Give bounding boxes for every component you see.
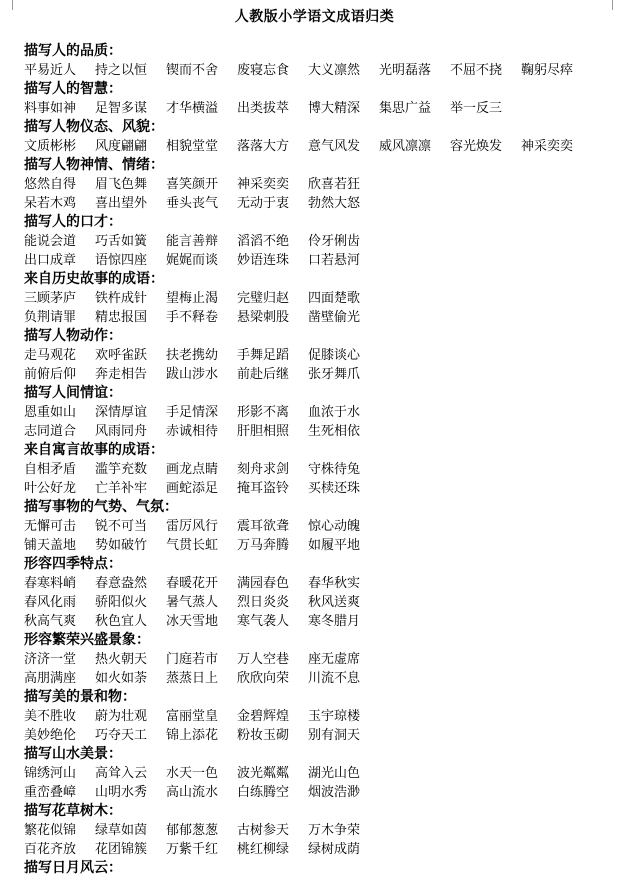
idiom: 烈日炎炎 [237, 595, 290, 610]
idiom: 白练腾空 [237, 785, 290, 800]
idiom: 喜出望外 [95, 196, 148, 211]
idiom: 画蛇添足 [166, 481, 219, 496]
idiom: 秋色宜人 [95, 614, 148, 629]
idiom: 凿壁偷光 [308, 310, 361, 325]
idiom: 繁花似锦 [24, 823, 77, 838]
section-heading: 描写日月风云： [24, 860, 122, 876]
idiom: 滥竽充数 [95, 462, 148, 477]
idiom-row [24, 707, 619, 726]
idiom-row [24, 536, 619, 555]
idiom: 呆若木鸡 [24, 196, 77, 211]
idiom: 金碧辉煌 [237, 709, 290, 724]
idiom: 前俯后仰 [24, 367, 77, 382]
idiom: 文质彬彬 [24, 139, 77, 154]
idiom: 走马观花 [24, 348, 77, 363]
idiom: 容光焕发 [450, 139, 503, 154]
idiom-row [24, 479, 619, 498]
idiom: 落落大方 [237, 139, 290, 154]
idiom: 生死相依 [308, 424, 361, 439]
idiom: 不屈不挠 [450, 63, 503, 78]
idiom: 锲而不舍 [166, 63, 219, 78]
idiom-row [24, 99, 619, 118]
idiom: 望梅止渴 [166, 291, 219, 306]
idiom: 买椟还珠 [308, 481, 361, 496]
idiom: 掩耳盗铃 [237, 481, 290, 496]
idiom: 春风化雨 [24, 595, 77, 610]
section-heading: 描写事物的气势、气氛： [24, 499, 178, 515]
idiom: 铺天盖地 [24, 538, 77, 553]
idiom-row [24, 650, 619, 669]
idiom: 无动于衷 [237, 196, 290, 211]
idiom: 巧夺天工 [95, 728, 148, 743]
idiom: 春寒料峭 [24, 576, 77, 591]
section-heading: 描写人物动作： [24, 328, 122, 344]
idiom: 手舞足蹈 [237, 348, 290, 363]
idiom: 语惊四座 [95, 253, 148, 268]
idiom: 叶公好龙 [24, 481, 77, 496]
idiom: 玉宇琼楼 [308, 709, 361, 724]
idiom-row [24, 194, 619, 213]
idiom: 口若悬河 [308, 253, 361, 268]
idiom: 深情厚谊 [95, 405, 148, 420]
idiom: 出口成章 [24, 253, 77, 268]
idiom: 才华横溢 [166, 101, 219, 116]
idiom: 风雨同舟 [95, 424, 148, 439]
idiom: 垂头丧气 [166, 196, 219, 211]
idiom-row [24, 840, 619, 859]
idiom: 意气风发 [308, 139, 361, 154]
idiom: 相貌堂堂 [166, 139, 219, 154]
idiom: 欢呼雀跃 [95, 348, 148, 363]
section-heading: 描写人的口才： [24, 214, 122, 230]
idiom-row [24, 232, 619, 251]
idiom-row [24, 612, 619, 631]
idiom: 奔走相告 [95, 367, 148, 382]
idiom: 势如破竹 [95, 538, 148, 553]
idiom-row [24, 669, 619, 688]
section-heading: 描写人物神情、情绪： [24, 157, 164, 173]
idiom: 刻舟求剑 [237, 462, 290, 477]
idiom: 锐不可当 [95, 519, 148, 534]
idiom: 花团锦簇 [95, 842, 148, 857]
idiom: 手足情深 [166, 405, 219, 420]
idiom: 滔滔不绝 [237, 234, 290, 249]
idiom: 勃然大怒 [308, 196, 361, 211]
idiom: 伶牙俐齿 [308, 234, 361, 249]
idiom: 神采奕奕 [237, 177, 290, 192]
idiom-row [24, 403, 619, 422]
idiom: 张牙舞爪 [308, 367, 361, 382]
idiom: 负荆请罪 [24, 310, 77, 325]
idiom: 画龙点睛 [166, 462, 219, 477]
idiom: 料事如神 [24, 101, 77, 116]
idiom: 持之以恒 [95, 63, 148, 78]
idiom: 平易近人 [24, 63, 77, 78]
idiom: 巧舌如簧 [95, 234, 148, 249]
idiom-row [24, 517, 619, 536]
idiom: 扶老携幼 [166, 348, 219, 363]
idiom: 足智多谋 [95, 101, 148, 116]
document-body [24, 42, 619, 878]
idiom: 万人空巷 [237, 652, 290, 667]
idiom-row [24, 61, 619, 80]
idiom-row [24, 365, 619, 384]
idiom: 满园春色 [237, 576, 290, 591]
idiom: 蔚为壮观 [95, 709, 148, 724]
idiom: 鞠躬尽瘁 [521, 63, 574, 78]
section-heading: 描写美的景和物： [24, 689, 136, 705]
idiom: 能言善辩 [166, 234, 219, 249]
idiom: 古树参天 [237, 823, 290, 838]
idiom: 如火如荼 [95, 671, 148, 686]
idiom: 春华秋实 [308, 576, 361, 591]
section-heading: 描写人的智慧： [24, 81, 122, 97]
idiom: 高耸入云 [95, 766, 148, 781]
idiom: 锦绣河山 [24, 766, 77, 781]
idiom: 集思广益 [379, 101, 432, 116]
idiom-row [24, 175, 619, 194]
section-heading: 来自寓言故事的成语： [24, 442, 164, 458]
idiom: 完璧归赵 [237, 291, 290, 306]
idiom: 大义凛然 [308, 63, 361, 78]
idiom: 水天一色 [166, 766, 219, 781]
idiom: 热火朝天 [95, 652, 148, 667]
idiom: 悠然自得 [24, 177, 77, 192]
idiom: 威风凛凛 [379, 139, 432, 154]
idiom: 亡羊补牢 [95, 481, 148, 496]
idiom: 气贯长虹 [166, 538, 219, 553]
idiom: 风度翩翩 [95, 139, 148, 154]
idiom: 骄阳似火 [95, 595, 148, 610]
idiom: 寒冬腊月 [308, 614, 361, 629]
idiom: 春意盎然 [95, 576, 148, 591]
idiom: 悬梁刺股 [237, 310, 290, 325]
idiom: 四面楚歌 [308, 291, 361, 306]
idiom: 举一反三 [450, 101, 503, 116]
idiom: 湖光山色 [308, 766, 361, 781]
idiom-row [24, 726, 619, 745]
idiom: 妙语连珠 [237, 253, 290, 268]
idiom: 高山流水 [166, 785, 219, 800]
idiom: 手不释卷 [166, 310, 219, 325]
idiom: 秋风送爽 [308, 595, 361, 610]
idiom: 锦上添花 [166, 728, 219, 743]
idiom: 震耳欲聋 [237, 519, 290, 534]
idiom: 促膝谈心 [308, 348, 361, 363]
idiom: 川流不息 [308, 671, 361, 686]
idiom-row [24, 574, 619, 593]
idiom: 万马奔腾 [237, 538, 290, 553]
idiom: 寒气袭人 [237, 614, 290, 629]
idiom: 万木争荣 [308, 823, 361, 838]
idiom: 春暖花开 [166, 576, 219, 591]
idiom: 冰天雪地 [166, 614, 219, 629]
idiom: 重峦叠嶂 [24, 785, 77, 800]
idiom: 出类拔萃 [237, 101, 290, 116]
idiom: 志同道合 [24, 424, 77, 439]
idiom: 无懈可击 [24, 519, 77, 534]
idiom: 暑气蒸人 [166, 595, 219, 610]
idiom: 肝胆相照 [237, 424, 290, 439]
idiom: 秋高气爽 [24, 614, 77, 629]
idiom: 铁杵成针 [95, 291, 148, 306]
idiom-row [24, 137, 619, 156]
idiom: 三顾茅庐 [24, 291, 77, 306]
idiom: 血浓于水 [308, 405, 361, 420]
section-heading: 描写人的品质： [24, 43, 122, 59]
idiom: 前赴后继 [237, 367, 290, 382]
idiom: 废寝忘食 [237, 63, 290, 78]
idiom: 波光粼粼 [237, 766, 290, 781]
section-heading: 形容四季特点： [24, 556, 122, 572]
section-heading: 描写人物仪态、风貌： [24, 119, 164, 135]
idiom: 神采奕奕 [521, 139, 574, 154]
idiom: 欣欣向荣 [237, 671, 290, 686]
idiom-row [24, 593, 619, 612]
idiom-row [24, 289, 619, 308]
section-heading: 描写花草树木： [24, 803, 122, 819]
idiom: 雷厉风行 [166, 519, 219, 534]
idiom: 形影不离 [237, 405, 290, 420]
idiom: 百花齐放 [24, 842, 77, 857]
idiom: 桃红柳绿 [237, 842, 290, 857]
idiom: 惊心动魄 [308, 519, 361, 534]
idiom: 美不胜收 [24, 709, 77, 724]
idiom: 娓娓而谈 [166, 253, 219, 268]
idiom: 能说会道 [24, 234, 77, 249]
idiom-row [24, 308, 619, 327]
idiom: 欣喜若狂 [308, 177, 361, 192]
idiom: 蒸蒸日上 [166, 671, 219, 686]
idiom: 绿树成荫 [308, 842, 361, 857]
idiom: 喜笑颜开 [166, 177, 219, 192]
idiom-row [24, 460, 619, 479]
idiom: 自相矛盾 [24, 462, 77, 477]
idiom: 座无虚席 [308, 652, 361, 667]
idiom: 光明磊落 [379, 63, 432, 78]
idiom: 绿草如茵 [95, 823, 148, 838]
idiom: 富丽堂皇 [166, 709, 219, 724]
idiom: 济济一堂 [24, 652, 77, 667]
idiom: 守株待兔 [308, 462, 361, 477]
idiom: 粉妆玉砌 [237, 728, 290, 743]
idiom-row [24, 422, 619, 441]
idiom: 高朋满座 [24, 671, 77, 686]
idiom-row [24, 764, 619, 783]
section-heading: 来自历史故事的成语： [24, 271, 164, 287]
section-heading: 形容繁荣兴盛景象： [24, 632, 150, 648]
idiom: 博大精深 [308, 101, 361, 116]
idiom: 万紫千红 [166, 842, 219, 857]
idiom: 精忠报国 [95, 310, 148, 325]
document-title: 人教版小学语文成语归类 [234, 9, 395, 25]
idiom: 郁郁葱葱 [166, 823, 219, 838]
idiom-row [24, 251, 619, 270]
section-heading: 描写山水美景： [24, 746, 122, 762]
idiom: 赤诚相待 [166, 424, 219, 439]
idiom: 眉飞色舞 [95, 177, 148, 192]
idiom: 山明水秀 [95, 785, 148, 800]
idiom: 烟波浩渺 [308, 785, 361, 800]
idiom-row [24, 783, 619, 802]
idiom: 别有洞天 [308, 728, 361, 743]
idiom-row [24, 346, 619, 365]
idiom: 如履平地 [308, 538, 361, 553]
section-heading: 描写人间情谊： [24, 385, 122, 401]
idiom: 恩重如山 [24, 405, 77, 420]
idiom-row [24, 821, 619, 840]
idiom: 门庭若市 [166, 652, 219, 667]
idiom: 跋山涉水 [166, 367, 219, 382]
idiom: 美妙绝伦 [24, 728, 77, 743]
